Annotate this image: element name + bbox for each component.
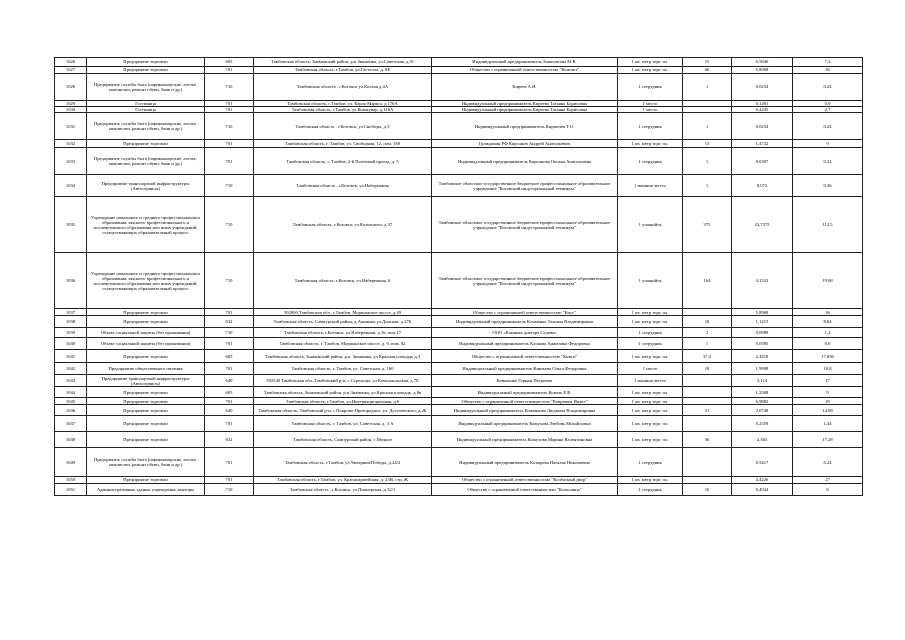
volume: 7,2 xyxy=(793,58,863,67)
volume: 9 xyxy=(793,140,863,148)
address: Тамбовская область, г.Тамбов, ул.Коммунар, д.116А xyxy=(254,107,432,113)
coefficient: 6,9882 xyxy=(732,398,793,405)
coefficient: 2,363 xyxy=(732,432,793,448)
quantity: 1 xyxy=(683,175,732,197)
district-code: 605 xyxy=(205,387,254,398)
quantity: 60 xyxy=(683,67,732,74)
district-code: 701 xyxy=(205,148,254,175)
address: Тамбовская область, г.Котовск, ул.Набережная, д.16, пом.17 xyxy=(254,328,432,338)
district-code: 701 xyxy=(205,309,254,316)
district-code: 710 xyxy=(205,175,254,197)
object-type: Предприятие торговли xyxy=(87,477,205,483)
unit-of-measure: 1 кв. метр торг. пл. xyxy=(618,309,683,316)
owner-name: Коваленко Герман Петрович xyxy=(432,375,618,387)
district-code: 605 xyxy=(205,350,254,363)
object-type: Предприятие торговли xyxy=(87,387,205,398)
row-number: 1050 xyxy=(55,477,87,483)
volume: 0,6 xyxy=(793,338,863,350)
volume: 1,2 xyxy=(793,328,863,338)
district-code: 701 xyxy=(205,338,254,350)
district-code: 710 xyxy=(205,328,254,338)
owner-name: Общество с ограниченной ответственностью "Коврижка Интел" xyxy=(432,398,618,405)
unit-of-measure: 1 учащийся xyxy=(618,197,683,253)
district-code: 701 xyxy=(205,448,254,477)
table-row xyxy=(55,350,863,363)
row-number: 1026 xyxy=(55,58,87,67)
object-type: Предприятие транспортной инфраструктуры (Автосервисы) xyxy=(87,175,205,197)
owner-name: Тамбовское областное государственное бюджетное профессиональное образовательное учреждение "Котовский индустриальный техникум" xyxy=(432,175,618,197)
district-code: 710 xyxy=(205,253,254,309)
row-number: 1043 xyxy=(55,375,87,387)
district-code: 701 xyxy=(205,101,254,107)
address: Тамбовская область, г.Тамбов, ул. Карла Маркса, д.176А xyxy=(254,101,432,107)
object-type: Предприятие торговли xyxy=(87,58,205,67)
volume: 17,28 xyxy=(793,432,863,448)
row-number: 1036 xyxy=(55,253,87,309)
object-type: Предприятие службы быта (парикмахерские, ателье, химчистки, ремонт обуви, бани и др.) xyxy=(87,74,205,101)
owner-name: Индивидуальный предприниматель Кожухова Марина Валентиновна xyxy=(432,432,618,448)
volume: 8,64 xyxy=(793,316,863,328)
volume: 112,5 xyxy=(793,197,863,253)
coefficient: 0,0989 xyxy=(732,328,793,338)
address: Тамбовская область, г. Тамбов, 2-й Почтовый проезд, д. 5 xyxy=(254,148,432,175)
coefficient: 4,4226 xyxy=(732,477,793,483)
object-type: Предприятие торговли xyxy=(87,405,205,416)
owner-name: Индивидуальный предприниматель Бажилатова М.В. xyxy=(432,58,618,67)
volume: 0,24 xyxy=(793,113,863,140)
object-type: Учреждение начального и среднего профессионального образования, высшего профессионального и послевузовского образования или иных учреждений, осуществляющих образовательный процесс xyxy=(87,253,205,309)
unit-of-measure: 1 машино-место xyxy=(618,375,683,387)
register-sheet xyxy=(54,57,862,496)
quantity: 2 xyxy=(683,328,732,338)
volume: 17,856 xyxy=(793,350,863,363)
table-row xyxy=(55,253,863,309)
address: Тамбовская область, г.Котовск, ул.Котовского, д.37 xyxy=(254,197,432,253)
unit-of-measure: 1 кв. метр торг. пл. xyxy=(618,350,683,363)
unit-of-measure: 1 сотрудник xyxy=(618,483,683,495)
volume: 36 xyxy=(793,309,863,316)
table-body xyxy=(55,58,863,496)
address: Тамбовская область , г.Котовск, ул.Свободы, д.5 xyxy=(254,113,432,140)
address: Тамбовская область, г. Тамбов, ул. Свободная, 12, пом. 169 xyxy=(254,140,432,148)
address: Тамбовская область, Знаменский район, р.п. Знаменка, ул.Красная площадь д.3 xyxy=(254,350,432,363)
object-type: Предприятие торговли xyxy=(87,316,205,328)
object-type: Административные здания, учреждения, конторы xyxy=(87,483,205,495)
table-row xyxy=(55,448,863,477)
address: Тамбовская область , г.Котовск, ул.Пионерская, д.32/1 xyxy=(254,483,432,495)
owner-name: Индивидуальный предприниматель Козырева Наталья Николаевна xyxy=(432,448,618,477)
table-row xyxy=(55,483,863,495)
coefficient: 3,114 xyxy=(732,375,793,387)
coefficient: 23,7375 xyxy=(732,197,793,253)
volume: 29 xyxy=(793,398,863,405)
quantity: 164 xyxy=(683,253,732,309)
owner-name: Индивидуальный предприниматель Коваль Е.В. xyxy=(432,387,618,398)
address: Тамбовская область, г.Тамбов, ул.Гастелло, д. 8Е xyxy=(254,67,432,74)
quantity xyxy=(683,448,732,477)
owner-name: Индивидуальный предприниматель Клокова Анжелика Федоровна xyxy=(432,338,618,350)
unit-of-measure: 1 кв. метр торг. пл. xyxy=(618,405,683,416)
unit-of-measure: 1 кв. метр торг. пл. xyxy=(618,58,683,67)
table-row xyxy=(55,67,863,74)
volume: 14,88 xyxy=(793,405,863,416)
table-row xyxy=(55,175,863,197)
unit-of-measure: 1 кв. метр торг. пл. xyxy=(618,140,683,148)
table-row xyxy=(55,387,863,398)
table-row xyxy=(55,363,863,375)
unit-of-measure: 1 сотрудник xyxy=(618,338,683,350)
owner-name: Тамбовское областное государственное бюджетное профессиональное образовательное учреждение "Котовский индустриальный техникум" xyxy=(432,253,618,309)
quantity: 18 xyxy=(683,316,732,328)
address: Тамбовская область, г. Тамбов, ул. Советская, д. 160 xyxy=(254,363,432,375)
table-row xyxy=(55,140,863,148)
district-code: 640 xyxy=(205,375,254,387)
row-number: 1038 xyxy=(55,316,87,328)
unit-of-measure: 1 учащийся xyxy=(618,253,683,309)
quantity: 1 xyxy=(683,113,732,140)
district-code: 701 xyxy=(205,67,254,74)
row-number: 1030 xyxy=(55,107,87,113)
volume: 9 xyxy=(793,387,863,398)
row-number: 1031 xyxy=(55,113,87,140)
unit-of-measure: 1 сотрудник xyxy=(618,74,683,101)
coefficient: 5,8968 xyxy=(732,309,793,316)
coefficient: 0,1481 xyxy=(732,101,793,107)
quantity: 15 xyxy=(683,140,732,148)
row-number: 1047 xyxy=(55,416,87,432)
volume: 2,7 xyxy=(793,107,863,113)
district-code: 701 xyxy=(205,398,254,405)
object-type: Учреждение начального и среднего профессионального образования, высшего профессионального и послевузовского образования или иных учреждений, осуществляющих образовательный процесс xyxy=(87,197,205,253)
owner-name: Гражданин РФ Кирсанов Андрей Анатольевич xyxy=(432,140,618,148)
district-code: 632 xyxy=(205,316,254,328)
owner-name: Индивидуальный предприниматель Кирпичёв Т.О. xyxy=(432,113,618,140)
district-code: 701 xyxy=(205,416,254,432)
district-code: 710 xyxy=(205,483,254,495)
address: Тамбовская область, г.Тамбов, ул.Интернациональная, д.6 xyxy=(254,398,432,405)
coefficient: 0,0234 xyxy=(732,113,793,140)
unit-of-measure: 1 сотрудник xyxy=(618,113,683,140)
volume: 0,24 xyxy=(793,74,863,101)
unit-of-measure: 1 кв. метр торг. пл. xyxy=(618,477,683,483)
object-type: Объект социальной защиты (без проживания) xyxy=(87,338,205,350)
table-row xyxy=(55,398,863,405)
volume: 19,68 xyxy=(793,253,863,309)
coefficient: 1,4742 xyxy=(732,140,793,148)
district-code: 701 xyxy=(205,107,254,113)
owner-name: Тамбовское областное государственное бюджетное профессиональное образовательное учреждение "Котовский индустриальный техникум" xyxy=(432,197,618,253)
quantity: 1 xyxy=(683,74,732,101)
object-type: Предприятие торговли xyxy=(87,309,205,316)
object-type: Предприятие общественного питания xyxy=(87,363,205,375)
owner-name: Индивидуальный предприниматель Киреева Татьяна Борисовна xyxy=(432,107,618,113)
quantity: 37,2 xyxy=(683,350,732,363)
quantity: 31 xyxy=(683,405,732,416)
object-type: Предприятие торговли xyxy=(87,350,205,363)
coefficient: 0,4944 xyxy=(732,483,793,495)
coefficient: 1,2308 xyxy=(732,387,793,398)
table-row xyxy=(55,375,863,387)
coefficient: 0,5846 xyxy=(732,58,793,67)
address: Тамбовская область, Сампурский район, с.Медное xyxy=(254,432,432,448)
object-type: Предприятие службы быта (парикмахерские, ателье, химчистки, ремонт обуви, бани и др.) xyxy=(87,448,205,477)
row-number: 1040 xyxy=(55,338,87,350)
row-number: 1051 xyxy=(55,483,87,495)
unit-of-measure: 1 кв. метр торг. пл. xyxy=(618,432,683,448)
owner-name: Индивидуальный предприниматель Клименко Татьяна Владимировна xyxy=(432,316,618,328)
quantity: 375 xyxy=(683,197,732,253)
row-number: 1035 xyxy=(55,197,87,253)
owner-name: Индивидуальный предприниматель Коженкова Людмила Владимировна xyxy=(432,405,618,416)
owner-name: Индивидуальный предприниматель Кожухова Любовь Михайловна xyxy=(432,416,618,432)
table-row xyxy=(55,74,863,101)
quantity: 15 xyxy=(683,58,732,67)
district-code: 632 xyxy=(205,432,254,448)
object-type: Гостиница xyxy=(87,101,205,107)
quantity: 1 xyxy=(683,338,732,350)
object-type: Предприятие торговли xyxy=(87,432,205,448)
row-number: 1045 xyxy=(55,398,87,405)
coefficient: 4,1523 xyxy=(732,253,793,309)
row-number: 1048 xyxy=(55,432,87,448)
row-number: 1042 xyxy=(55,363,87,375)
unit-of-measure: 1 сотрудник xyxy=(618,148,683,175)
quantity: 10 xyxy=(683,483,732,495)
row-number: 1034 xyxy=(55,175,87,197)
owner-name: Общество с ограниченной ответственностью "Книги" xyxy=(432,350,618,363)
owner-name: Общество с ограниченной ответственностью "Колбасный двор" xyxy=(432,477,618,483)
coefficient: 0,0585 xyxy=(732,338,793,350)
unit-of-measure: 1 кв. метр торг. пл. xyxy=(618,416,683,432)
address: 392540 Тамбовская обл.,Тамбовский р-н, с.Стрельцы, ул.Комсомольская, д.7Б xyxy=(254,375,432,387)
district-code: 640 xyxy=(205,405,254,416)
quantity: 18 xyxy=(683,363,732,375)
district-code: 710 xyxy=(205,74,254,101)
row-number: 1044 xyxy=(55,387,87,398)
owner-name: Индивидуальный предприниматель Князьева Ольга Федоровна xyxy=(432,363,618,375)
row-number: 1028 xyxy=(55,74,87,101)
unit-of-measure: 1 кв. метр торг. пл. xyxy=(618,387,683,398)
object-type: Предприятие торговли xyxy=(87,398,205,405)
quantity xyxy=(683,416,732,432)
volume: 27 xyxy=(793,477,863,483)
unit-of-measure: 1 место xyxy=(618,107,683,113)
volume: 27 xyxy=(793,375,863,387)
row-number: 1041 xyxy=(55,350,87,363)
table-row xyxy=(55,148,863,175)
table-row xyxy=(55,405,863,416)
owner-name: Киреев А.Н. xyxy=(432,74,618,101)
unit-of-measure: 1 место xyxy=(618,101,683,107)
volume: 1,44 xyxy=(793,416,863,432)
coefficient: 0,0397 xyxy=(732,148,793,175)
address: Тамбовская область, Знаменский район, р.п.Знаменка, ул.Красная площадь, д.8в xyxy=(254,387,432,398)
table-row xyxy=(55,316,863,328)
row-number: 1029 xyxy=(55,101,87,107)
address: Тамбовская область, г.Котовск, ул.Набережная, 6 xyxy=(254,253,432,309)
volume: 6,24 xyxy=(793,448,863,477)
unit-of-measure: 1 место xyxy=(618,363,683,375)
row-number: 1039 xyxy=(55,328,87,338)
address: Тамбовская область, г.Тамбов, ул. Красноармейская, д. 23В, стр. Ж xyxy=(254,477,432,483)
address: Тамбовская область, Тамбовский р-н, с.Покрово-Пригородное, ул. Достоевского, д.2Б xyxy=(254,405,432,416)
owner-name: ООО «Клиника доктора Седова» xyxy=(432,328,618,338)
owner-name: Индивидуальный предприниматель Кирсанова Оксана Анатольевна xyxy=(432,148,618,175)
address: 392000 Тамбовская обл., г.Тамбов, Моршанское шоссе, д.49 xyxy=(254,309,432,316)
coefficient: 5,8968 xyxy=(732,67,793,74)
coefficient: 1,1215 xyxy=(732,316,793,328)
table-row xyxy=(55,432,863,448)
unit-of-measure: 1 машино-место xyxy=(618,175,683,197)
table-row xyxy=(55,58,863,67)
district-code: 701 xyxy=(205,477,254,483)
coefficient: 0,0234 xyxy=(732,74,793,101)
address: Тамбовская область, г.Тамбов, ул.Чичерина/Победы, д.24/2 xyxy=(254,448,432,477)
coefficient: 0,072 xyxy=(732,175,793,197)
volume: 0,24 xyxy=(793,148,863,175)
row-number: 1049 xyxy=(55,448,87,477)
coefficient: 2,4418 xyxy=(732,350,793,363)
table-row xyxy=(55,416,863,432)
address: Тамбовская область, г. Тамбов, ул. Советская, д. 3 А xyxy=(254,416,432,432)
volume: 0,9 xyxy=(793,101,863,107)
unit-of-measure: 1 сотрудник xyxy=(618,328,683,338)
row-number: 1033 xyxy=(55,148,87,175)
unit-of-measure: 1 сотрудник xyxy=(618,448,683,477)
quantity xyxy=(683,398,732,405)
owner-name: Индивидуальный предприниматель Киреева Татьяна Борисовна xyxy=(432,101,618,107)
coefficient: 0,4445 xyxy=(732,107,793,113)
row-number: 1046 xyxy=(55,405,87,416)
quantity: 1 xyxy=(683,148,732,175)
object-type: Предприятие торговли xyxy=(87,140,205,148)
unit-of-measure: 1 кв. метр торг. пл. xyxy=(618,67,683,74)
address: Тамбовская область, Сампурский район, д.Акиныка ул.Донская, д.27Б xyxy=(254,316,432,328)
table-row xyxy=(55,338,863,350)
coefficient: 0,5417 xyxy=(732,448,793,477)
object-type: Объект социальной защиты (без проживания) xyxy=(87,328,205,338)
table-row xyxy=(55,197,863,253)
object-type: Предприятие торговли xyxy=(87,67,205,74)
object-type: Предприятие транспортной инфраструктуры (Автосервисы) xyxy=(87,375,205,387)
object-type: Гостиница xyxy=(87,107,205,113)
unit-of-measure: 1 кв. метр торг. пл. xyxy=(618,316,683,328)
district-code: 701 xyxy=(205,140,254,148)
object-type: Предприятие торговли xyxy=(87,416,205,432)
owner-name: Общество с ограниченной ответственностью "Колесница" xyxy=(432,483,618,495)
district-code: 710 xyxy=(205,197,254,253)
quantity xyxy=(683,375,732,387)
coefficient: 2,0748 xyxy=(732,405,793,416)
unit-of-measure: 1 кв. метр торг. пл. xyxy=(618,398,683,405)
quantity: 36 xyxy=(683,432,732,448)
owner-name: Общество с ограниченной ответственностью "Контакт" xyxy=(432,67,618,74)
table-row xyxy=(55,309,863,316)
address: Тамбовская область, г. Тамбов, Моршанское шоссе, д. 9, пом. 82 xyxy=(254,338,432,350)
object-type: Предприятие службы быта (парикмахерские, ателье, химчистки, ремонт обуви, бани и др.) xyxy=(87,148,205,175)
address: Тамбовская область, Знаменский район, р.п.Знаменка, ул.Советская, д.51 xyxy=(254,58,432,67)
address: Тамбовская область , г.Котовск ул.Колхая д.4А xyxy=(254,74,432,101)
district-code: 701 xyxy=(205,363,254,375)
coefficient: 0,2359 xyxy=(732,416,793,432)
table-row xyxy=(55,113,863,140)
volume: 6 xyxy=(793,483,863,495)
quantity xyxy=(683,387,732,398)
table-row xyxy=(55,328,863,338)
row-number: 1027 xyxy=(55,67,87,74)
district-code: 710 xyxy=(205,113,254,140)
coefficient: 1,9998 xyxy=(732,363,793,375)
register-table xyxy=(54,57,863,496)
volume: 36 xyxy=(793,67,863,74)
row-number: 1037 xyxy=(55,309,87,316)
object-type: Предприятие службы быта (парикмахерские, ателье, химчистки, ремонт обуви, бани и др.) xyxy=(87,113,205,140)
address: Тамбовская область , г.Котовск, ул.Набережная xyxy=(254,175,432,197)
district-code: 605 xyxy=(205,58,254,67)
volume: 0,36 xyxy=(793,175,863,197)
volume: 10,8 xyxy=(793,363,863,375)
owner-name: Общество с ограниченной ответственностью "Кисс" xyxy=(432,309,618,316)
quantity xyxy=(683,309,732,316)
row-number: 1032 xyxy=(55,140,87,148)
